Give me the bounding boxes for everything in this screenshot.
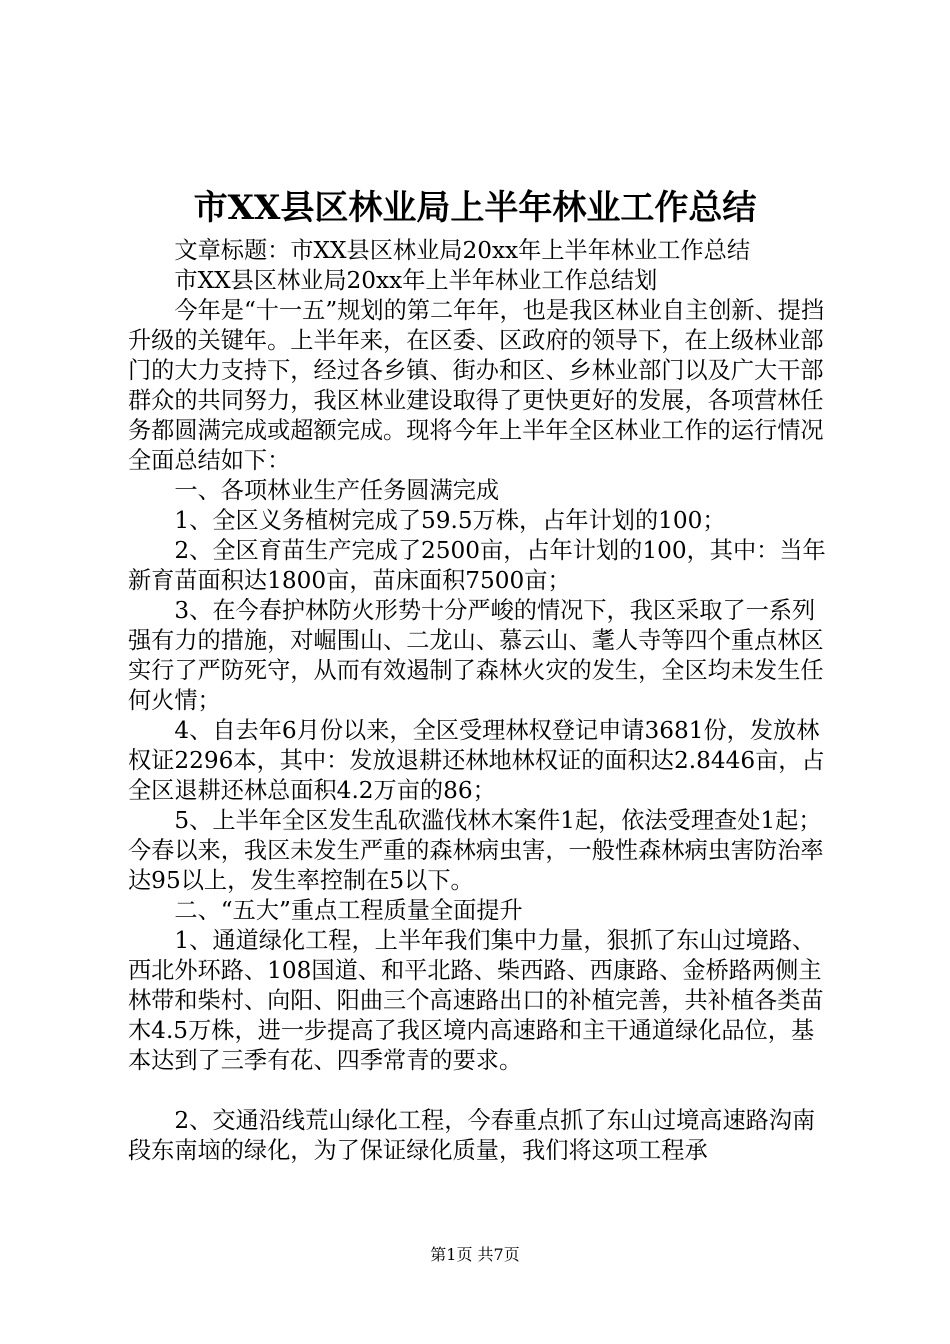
section-heading-1: 一、各项林业生产任务圆满完成 <box>174 477 500 504</box>
paragraph-article-title: 文章标题：市XX县区林业局20xx年上半年林业工作总结 <box>174 237 750 264</box>
paragraph-item-1-3: 3、在今春护林防火形势十分严峻的情况下，我区采取了一系列强有力的措施，对崛围山、二龙山、慕云山、耄人寺等四个重点林区实行了严防死守，从而有效遏制了森林火灾的发生，全区均未发生任何火情； <box>128 597 824 714</box>
paragraph-intro: 今年是“十一五”规划的第二年年，也是我区林业自主创新、提挡升级的关键年。上半年来，在区委、区政府的领导下，在上级林业部门的大力支持下，经过各乡镇、街办和区、乡林业部门以及广大干部群众的共同努力，我区林业建设取得了更快更好的发展，各项营林任务都圆满完成或超额完成。现将今年上半年全区林业工作的运行情况全面总结如下： <box>128 297 825 474</box>
paragraph-item-1-4: 4、自去年6月份以来，全区受理林权登记申请3681份，发放林权证2296本，其中：发放退耕还林地林权证的面积达2.8446亩，占全区退耕还林总面积4.2万亩的86； <box>128 717 825 804</box>
paragraph-item-1-2: 2、全区育苗生产完成了2500亩，占年计划的100，其中：当年新育苗面积达1800亩，苗床面积7500亩； <box>128 537 826 594</box>
paragraph-item-1-1: 1、全区义务植树完成了59.5万株，占年计划的100； <box>174 507 726 534</box>
paragraph-item-1-5: 5、上半年全区发生乱砍滥伐林木案件1起，依法受理查处1起；今春以来，我区未发生严重的森林病虫害，一般性森林病虫害防治率达95以上，发生率控制在5以下。 <box>128 807 824 894</box>
section-heading-2: 二、“五大”重点工程质量全面提升 <box>174 897 523 924</box>
paragraph-subtitle: 市XX县区林业局20xx年上半年林业工作总结划 <box>174 267 658 294</box>
document-title: 市XX县区林业局上半年林业工作总结 <box>193 188 757 228</box>
paragraph-item-2-1: 1、通道绿化工程，上半年我们集中力量，狠抓了东山过境路、西北外环路、108国道、和平北路、柴西路、西康路、金桥路两侧主林带和柴村、向阳、阳曲三个高速路出口的补植完善，共补植各类苗木4.5万株，进一步提高了我区境内高速路和主干通道绿化品位，基本达到了三季有花、四季常青的要求。 <box>128 927 824 1074</box>
document-body <box>128 236 830 1166</box>
paragraph-item-2-2: 2、交通沿线荒山绿化工程，今春重点抓了东山过境高速路沟南段东南垴的绿化，为了保证绿化质量，我们将这项工程承 <box>128 1107 816 1164</box>
page-footer: 第1页 共7页 <box>430 1245 520 1264</box>
